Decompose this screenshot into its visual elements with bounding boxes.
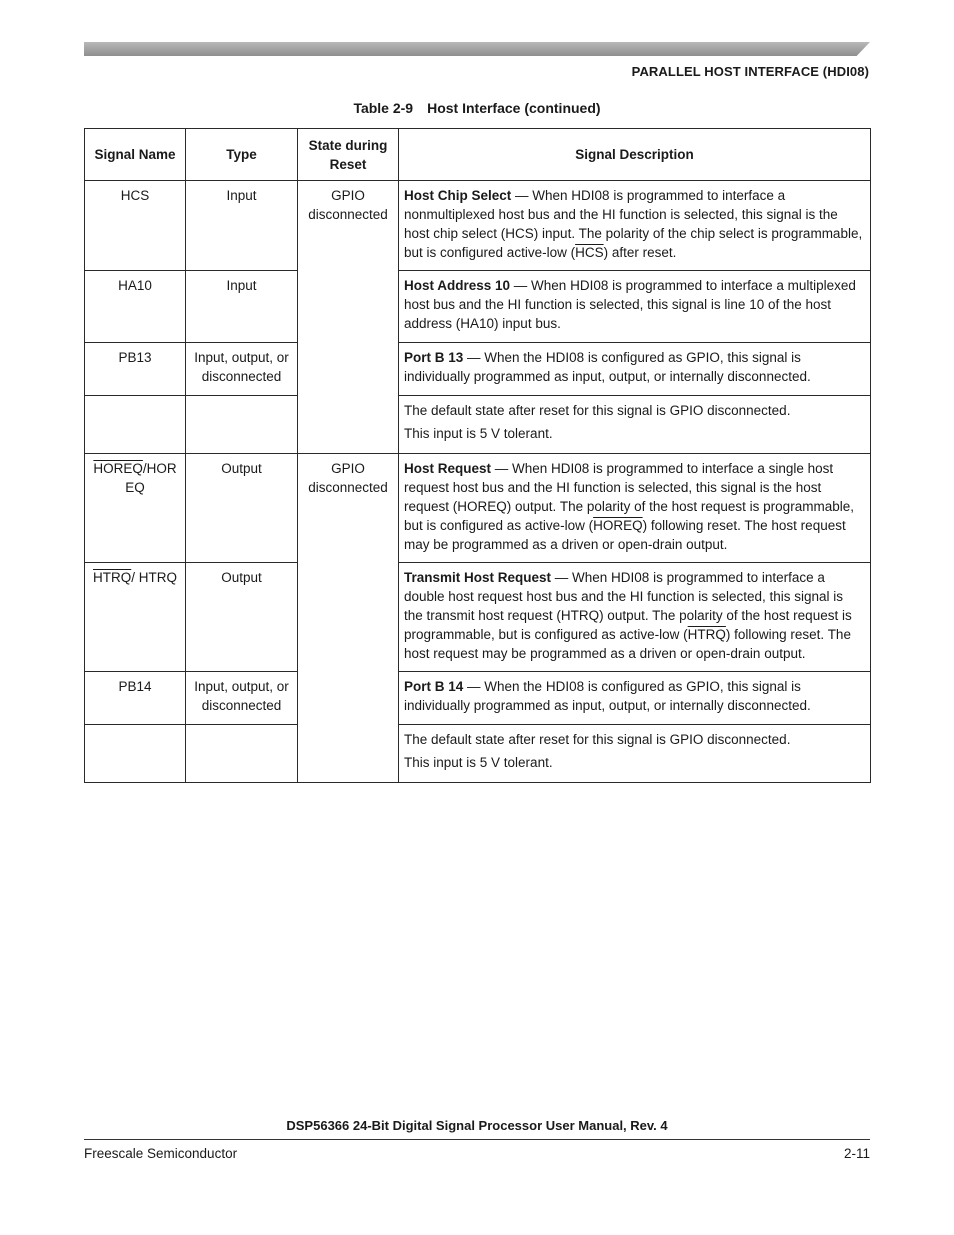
header-decorative-bar [84,42,870,56]
reset-state-cell: GPIO disconnected [298,454,399,783]
reset-state-cell: GPIO disconnected [298,181,399,454]
table-row [85,725,871,783]
signal-name-rest: / HTRQ [131,570,177,585]
table-row [85,271,871,343]
table-header-row [85,129,871,181]
description-cell [399,725,871,783]
table-row [85,181,871,271]
signal-name-rest: /HOR EQ [125,461,177,495]
table-caption [0,100,954,116]
type-cell: Input, output, or disconnected [186,672,298,725]
type-cell: Output [186,563,298,672]
description-text-tail: ) after reset. [603,245,677,260]
description-text: — When HDI08 is programmed to interface a double host request host bus and the HI function is selected, this signal is the transmit host request (HTRQ) output. The polarity of the host request is programmable, but is configured as active-low ( [404,570,852,642]
description-text: — When the HDI08 is configured as GPIO, this signal is individually programmed as input, output, or internally disconnected. [404,350,811,384]
description-cell [399,672,871,725]
description-term: Port B 13 [404,350,464,365]
active-low-signal: HOREQ [93,461,143,476]
description-term: Host Request [404,461,492,476]
table-row [85,672,871,725]
description-cell [399,271,871,343]
description-note: The default state after reset for this signal is GPIO disconnected. [404,403,791,418]
footer-page-number: 2-11 [843,1146,870,1161]
host-interface-table [84,128,871,783]
type-cell: Input [186,271,298,343]
signal-name-cell [85,454,186,563]
table-row [85,454,871,563]
column-header: Signal Description [399,129,871,181]
active-low-signal: HTRQ [93,570,132,585]
description-term: Transmit Host Request [404,570,552,585]
footer-company: Freescale Semiconductor [84,1146,238,1161]
description-note: The default state after reset for this signal is GPIO disconnected. [404,732,791,747]
type-cell: Input [186,181,298,271]
description-cell [399,563,871,672]
description-cell [399,343,871,396]
column-header: Type [186,129,298,181]
column-header: State during Reset [298,129,399,181]
description-text: — When HDI08 is programmed to interface a multiplexed host bus and the HI function is selected, this signal is line 10 of the host address (HA10) input bus. [404,278,856,331]
description-text: — When HDI08 is programmed to interface a nonmultiplexed host bus and the HI function is selected, this signal is the host chip select (HCS) input. The polarity of the chip select is programmable, but is configured active-low ( [404,188,863,260]
description-text-tail: ) following reset. The host request may be programmed as a driven or open-drain output. [404,627,851,661]
footer-divider [84,1139,870,1140]
description-text: — When HDI08 is programmed to interface a single host request host bus and the HI function is selected, this signal is the host request (HOREQ) output. The polarity of the host request is programmable, but is configured as active-low ( [404,461,854,533]
table-caption-number: Table 2-9 [353,100,414,116]
type-cell: Output [186,454,298,563]
column-header: Signal Name [85,129,186,181]
description-cell [399,181,871,271]
description-note: This input is 5 V tolerant. [404,426,553,441]
description-cell [399,396,871,454]
description-term: Host Chip Select [404,188,512,203]
section-header: PARALLEL HOST INTERFACE (HDI08) [631,64,869,79]
type-cell-empty [186,396,298,454]
description-term: Port B 14 [404,679,464,694]
table-row [85,396,871,454]
table-row [85,563,871,672]
footer-manual-title: DSP56366 24-Bit Digital Signal Processor User Manual, Rev. 4 [286,1118,668,1133]
signal-name-cell-empty [85,725,186,783]
active-low-signal: $\overline{HCS}$ [575,245,604,260]
signal-name-cell: HCS [85,181,186,271]
table-row [85,343,871,396]
description-note: This input is 5 V tolerant. [404,755,553,770]
signal-name-cell: HA10 [85,271,186,343]
description-term: Host Address 10 [404,278,511,293]
signal-name-cell [85,563,186,672]
type-cell-empty [186,725,298,783]
description-text: — When the HDI08 is configured as GPIO, this signal is individually programmed as input, output, or internally disconnected. [404,679,811,713]
description-text-tail: ) following reset. The host request may be programmed as a driven or open-drain output. [404,518,846,552]
type-cell: Input, output, or disconnected [186,343,298,396]
signal-name-cell: PB13 [85,343,186,396]
description-cell [399,454,871,563]
active-low-signal: HTRQ [687,627,726,642]
active-low-signal: HOREQ [593,518,643,533]
signal-name-cell: PB14 [85,672,186,725]
table-caption-title: Host Interface (continued) [427,100,601,116]
signal-name-cell-empty [85,396,186,454]
